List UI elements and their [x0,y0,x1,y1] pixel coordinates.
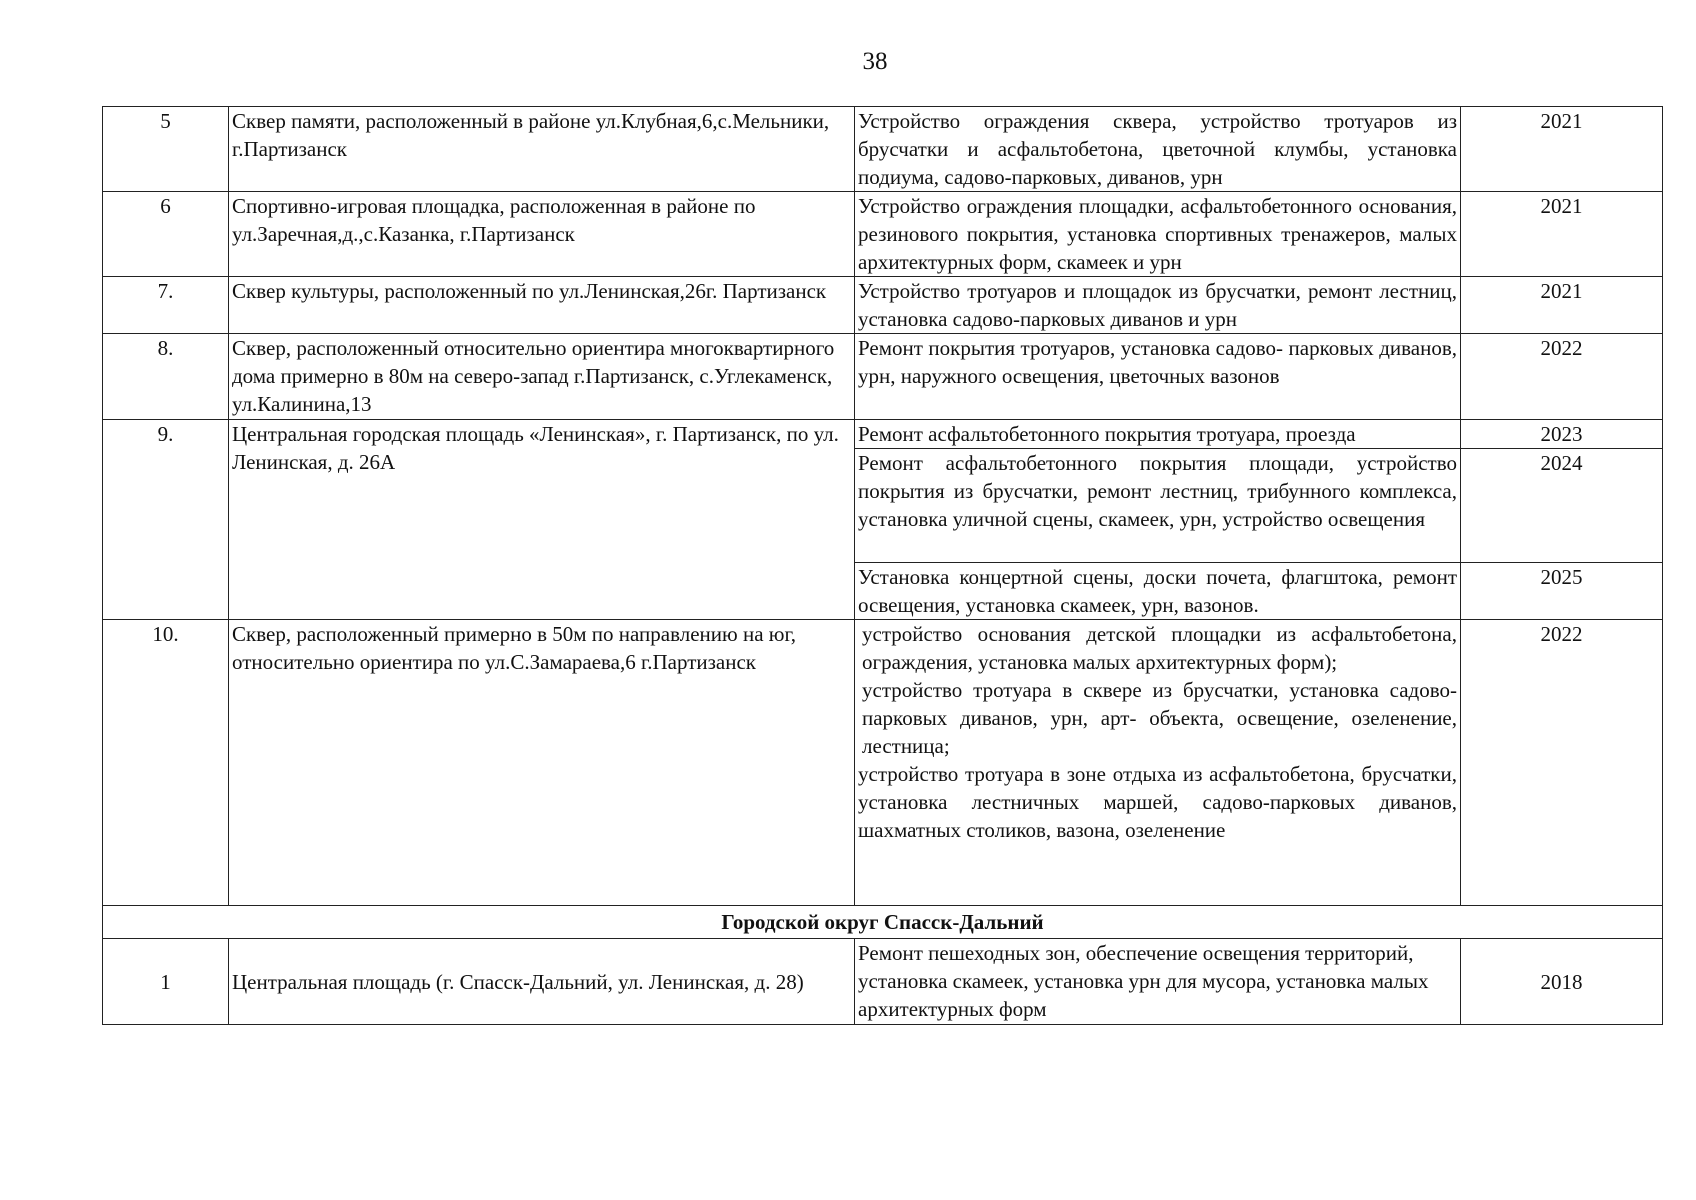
year-cell: 2025 [1461,563,1663,620]
table-row [103,192,1663,277]
object-description: Сквер культуры, расположенный по ул.Ленинская,26г. Партизанск [229,277,855,334]
year-cell: 2021 [1461,192,1663,277]
object-description: Сквер памяти, расположенный в районе ул.Клубная,6,с.Мельники, г.Партизанск [229,107,855,192]
table-row [103,420,1663,449]
improvement-objects-table [102,106,1663,1025]
works-description: Устройство ограждения площадки, асфальтобетонного основания, резинового покрытия, установка спортивных тренажеров, малых архитектурных форм, скамеек и урн [855,192,1461,277]
table-row [103,334,1663,420]
section-header-row [103,906,1663,939]
object-description: Сквер, расположенный примерно в 50м по направлению на юг, относительно ориентира по ул.С.Замараева,6 г.Партизанск [229,620,855,906]
page-number: 38 [862,48,888,75]
works-description: Установка концертной сцены, доски почета, флагштока, ремонт освещения, установка скамеек, урн, вазонов. [855,563,1461,620]
object-description: Спортивно-игровая площадка, расположенная в районе по ул.Заречная,д.,с.Казанка, г.Партизанск [229,192,855,277]
works-description: Ремонт асфальтобетонного покрытия тротуара, проезда [855,420,1461,449]
table-row [103,107,1663,192]
table-row [103,939,1663,1025]
year-cell: 2018 [1461,939,1663,1025]
year-cell: 2021 [1461,277,1663,334]
works-description: Устройство тротуаров и площадок из брусчатки, ремонт лестниц, установка садово-парковых диванов и урн [855,277,1461,334]
works-description: Устройство ограждения сквера, устройство тротуаров из брусчатки и асфальтобетона, цветочной клумбы, установка подиума, садово-парковых, диванов, урн [855,107,1461,192]
year-cell: 2022 [1461,620,1663,906]
row-number: 6 [103,192,229,277]
row-number: 10. [103,620,229,906]
object-description: Центральная площадь (г. Спасск-Дальний, ул. Ленинская, д. 28) [229,939,855,1025]
row-number: 8. [103,334,229,420]
works-description: Ремонт асфальтобетонного покрытия площади, устройство покрытия из брусчатки, ремонт лестниц, трибунного комплекса, установка уличной сцены, скамеек, урн, устройство освещения [855,449,1461,563]
row-number: 5 [103,107,229,192]
works-paragraph: устройство тротуара в сквере из брусчатки, установка садово-парковых диванов, урн, арт- объекта, освещение, озеленение, лестница; [862,678,1457,758]
year-cell: 2022 [1461,334,1663,420]
year-cell: 2024 [1461,449,1663,563]
row-number: 7. [103,277,229,334]
year-cell: 2023 [1461,420,1663,449]
object-description: Центральная городская площадь «Ленинская», г. Партизанск, по ул. Ленинская, д. 26А [229,420,855,620]
section-title: Городской округ Спасск-Дальний [103,906,1663,939]
works-paragraph: устройство тротуара в зоне отдыха из асфальтобетона, брусчатки, установка лестничных маршей, садово-парковых диванов, шахматных столиков, вазона, озеленение [858,762,1457,842]
object-description: Сквер, расположенный относительно ориентира многоквартирного дома примерно в 80м на северо-запад г.Партизанск, с.Углекаменск, ул.Калинина,13 [229,334,855,420]
works-description [855,620,1461,906]
works-description: Ремонт пешеходных зон, обеспечение освещения территорий, установка скамеек, установка урн для мусора, установка малых архитектурных форм [855,939,1461,1025]
table-row [103,620,1663,906]
works-paragraph: устройство основания детской площадки из асфальтобетона, ограждения, установка малых архитектурных форм); [862,622,1457,674]
works-description: Ремонт покрытия тротуаров, установка садово- парковых диванов, урн, наружного освещения, цветочных вазонов [855,334,1461,420]
table-row [103,277,1663,334]
year-cell: 2021 [1461,107,1663,192]
row-number: 1 [103,939,229,1025]
row-number: 9. [103,420,229,620]
